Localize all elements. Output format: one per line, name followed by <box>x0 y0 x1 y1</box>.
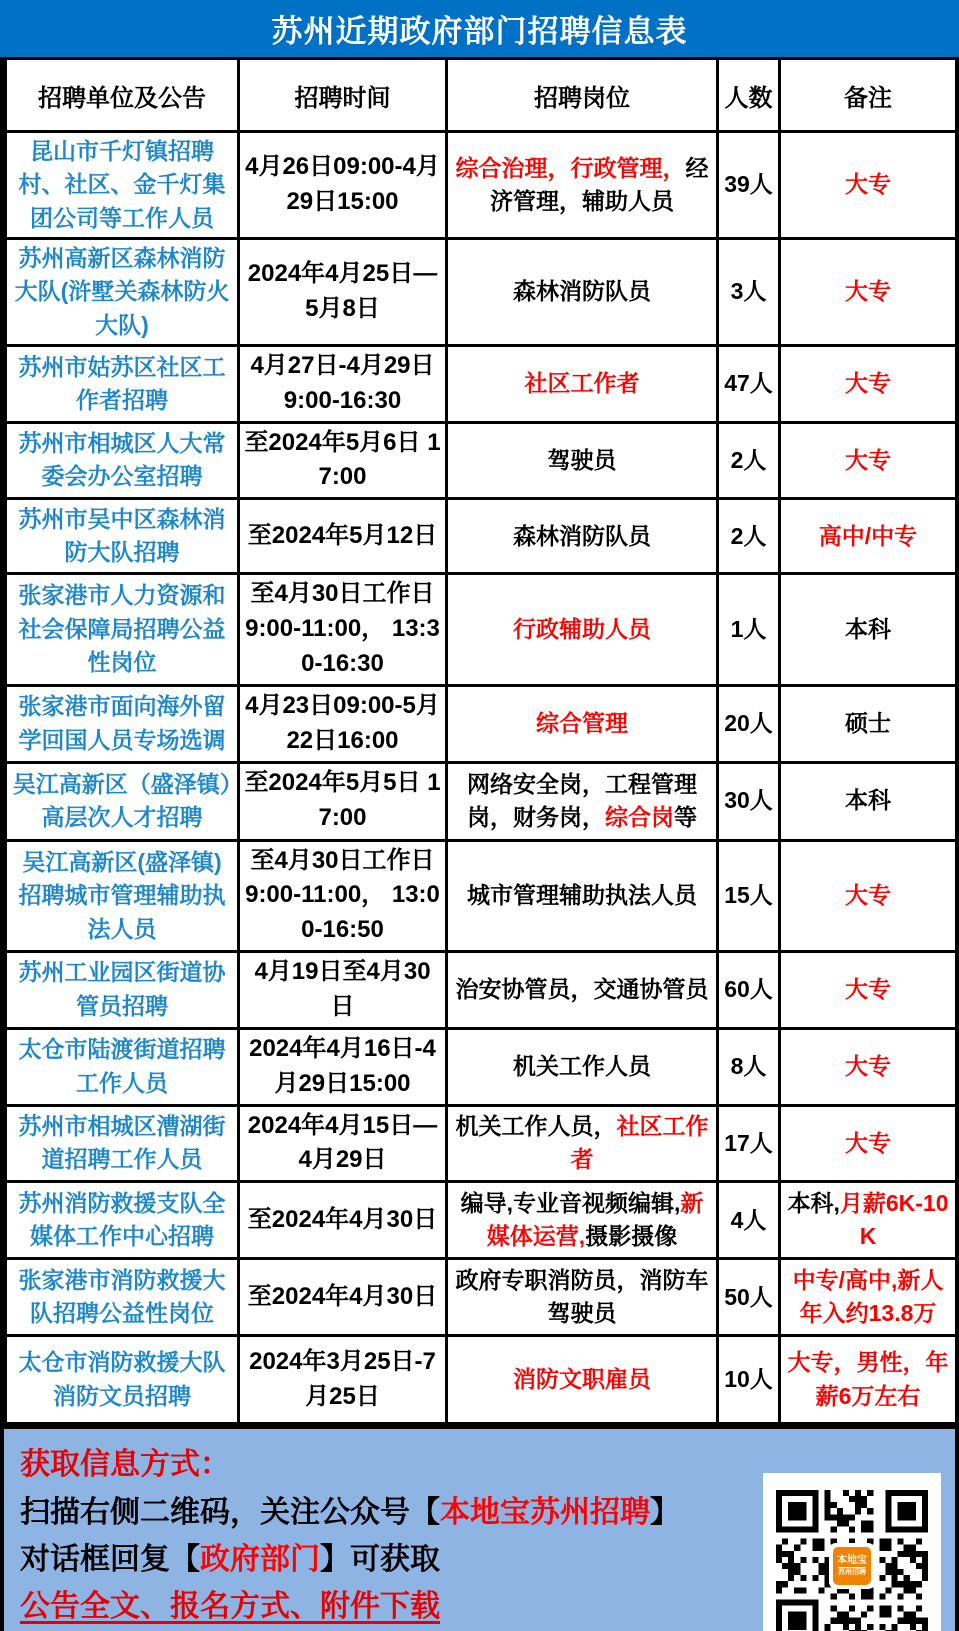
table-row <box>6 1105 957 1182</box>
time-cell: 4月26日09:00-4月29日15:00 <box>239 132 447 239</box>
note-cell: 本科,月薪6K-10K <box>780 1182 957 1259</box>
table-row <box>6 952 957 1029</box>
time-cell: 2024年4月25日—5月8日 <box>239 239 447 346</box>
unit-cell: 苏州市相城区漕湖街道招聘工作人员 <box>6 1105 239 1182</box>
note-cell: 本科 <box>780 574 957 685</box>
count-cell: 30人 <box>718 762 780 840</box>
page-title: 苏州近期政府部门招聘信息表 <box>271 14 688 49</box>
table-row <box>6 685 957 762</box>
table-row <box>6 1336 957 1424</box>
note-cell: 大专 <box>780 346 957 423</box>
count-cell: 17人 <box>718 1105 780 1182</box>
position-cell: 综合管理 <box>447 685 718 762</box>
position-cell: 消防文职雇员 <box>447 1336 718 1424</box>
note-cell: 本科 <box>780 762 957 840</box>
count-cell: 20人 <box>718 685 780 762</box>
unit-cell: 太仓市陆渡街道招聘工作人员 <box>6 1028 239 1105</box>
table-row <box>6 499 957 574</box>
count-cell: 10人 <box>718 1336 780 1424</box>
unit-cell: 苏州市姑苏区社区工作者招聘 <box>6 346 239 423</box>
unit-cell: 太仓市消防救援大队消防文员招聘 <box>6 1336 239 1424</box>
note-cell: 大专 <box>780 1028 957 1105</box>
unit-cell: 苏州市吴中区森林消防大队招聘 <box>6 499 239 574</box>
count-cell: 1人 <box>718 574 780 685</box>
qr-logo <box>829 1543 875 1589</box>
table-row <box>6 346 957 423</box>
position-cell: 机关工作人员 <box>447 1028 718 1105</box>
unit-cell: 昆山市千灯镇招聘村、社区、金千灯集团公司等工作人员 <box>6 132 239 239</box>
unit-cell: 张家港市人力资源和社会保障局招聘公益性岗位 <box>6 574 239 685</box>
header-unit: 招聘单位及公告 <box>6 59 239 132</box>
table-row <box>6 1028 957 1105</box>
note-cell: 大专 <box>780 422 957 499</box>
table-row <box>6 1182 957 1259</box>
position-cell: 社区工作者 <box>447 346 718 423</box>
header-note: 备注 <box>780 59 957 132</box>
table-row <box>6 239 957 346</box>
note-cell: 大专 <box>780 1105 957 1182</box>
position-cell: 编导,专业音视频编辑,新媒体运营,摄影摄像 <box>447 1182 718 1259</box>
header-time: 招聘时间 <box>239 59 447 132</box>
count-cell: 60人 <box>718 952 780 1029</box>
qr-code <box>763 1473 941 1631</box>
unit-cell: 苏州工业园区街道协管员招聘 <box>6 952 239 1029</box>
note-cell: 大专 <box>780 952 957 1029</box>
unit-cell: 苏州消防救援支队全媒体工作中心招聘 <box>6 1182 239 1259</box>
position-cell: 森林消防队员 <box>447 499 718 574</box>
unit-cell: 苏州市相城区人大常委会办公室招聘 <box>6 422 239 499</box>
count-cell: 50人 <box>718 1259 780 1336</box>
table-row <box>6 422 957 499</box>
position-cell: 驾驶员 <box>447 422 718 499</box>
footer-link-downloads[interactable]: 公告全文、报名方式、附件下载 <box>20 1590 440 1624</box>
note-cell: 高中/中专 <box>780 499 957 574</box>
time-cell: 2024年3月25日-7月25日 <box>239 1336 447 1424</box>
footer-heading: 获取信息方式： <box>20 1448 230 1482</box>
position-cell: 网络安全岗，工程管理岗，财务岗，综合岗等 <box>447 762 718 840</box>
position-cell: 城市管理辅助执法人员 <box>447 840 718 951</box>
footer-instruction-scan: 扫描右侧二维码，关注公众号【本地宝苏州招聘】 <box>20 1495 680 1529</box>
footer-panel <box>0 1425 959 1631</box>
qr-logo-text: 本地宝 <box>837 1555 867 1567</box>
position-cell: 政府专职消防员，消防车驾驶员 <box>447 1259 718 1336</box>
unit-cell: 吴江高新区（盛泽镇）高层次人才招聘 <box>6 762 239 840</box>
table-row <box>6 574 957 685</box>
note-cell: 硕士 <box>780 685 957 762</box>
time-cell: 2024年4月16日-4月29日15:00 <box>239 1028 447 1105</box>
footer-instruction-reply: 对话框回复【政府部门】可获取 <box>20 1543 440 1576</box>
count-cell: 2人 <box>718 499 780 574</box>
time-cell: 2024年4月15日—4月29日 <box>239 1105 447 1182</box>
header-count: 人数 <box>718 59 780 132</box>
unit-cell: 吴江高新区(盛泽镇)招聘城市管理辅助执法人员 <box>6 840 239 951</box>
time-cell: 至4月30日工作日 9:00-11:00， 13:00-16:50 <box>239 840 447 951</box>
count-cell: 39人 <box>718 132 780 239</box>
title-bar <box>0 0 959 57</box>
time-cell: 4月23日09:00-5月22日16:00 <box>239 685 447 762</box>
count-cell: 3人 <box>718 239 780 346</box>
time-cell: 至2024年5月12日 <box>239 499 447 574</box>
time-cell: 至2024年5月6日 17:00 <box>239 422 447 499</box>
qr-logo-subtext: 苏州招聘 <box>838 1569 866 1577</box>
header-row <box>6 59 957 132</box>
time-cell: 至2024年4月30日 <box>239 1182 447 1259</box>
note-cell: 大专 <box>780 840 957 951</box>
time-cell: 4月19日至4月30日 <box>239 952 447 1029</box>
unit-cell: 张家港市消防救援大队招聘公益性岗位 <box>6 1259 239 1336</box>
position-cell: 行政辅助人员 <box>447 574 718 685</box>
table-row <box>6 840 957 951</box>
note-cell: 大专 <box>780 132 957 239</box>
position-cell: 治安协管员，交通协管员 <box>447 952 718 1029</box>
note-cell: 大专，男性，年薪6万左右 <box>780 1336 957 1424</box>
time-cell: 4月27日-4月29日 9:00-16:30 <box>239 346 447 423</box>
note-cell: 大专 <box>780 239 957 346</box>
recruitment-table <box>4 57 958 1425</box>
position-cell: 综合治理，行政管理，经济管理，辅助人员 <box>447 132 718 239</box>
table-body <box>6 132 957 1424</box>
count-cell: 4人 <box>718 1182 780 1259</box>
note-cell: 中专/高中,新人年入约13.8万 <box>780 1259 957 1336</box>
unit-cell: 苏州高新区森林消防大队(浒墅关森林防火大队) <box>6 239 239 346</box>
unit-cell: 张家港市面向海外留学回国人员专场选调 <box>6 685 239 762</box>
time-cell: 至2024年5月5日 17:00 <box>239 762 447 840</box>
position-cell: 机关工作人员，社区工作者 <box>447 1105 718 1182</box>
position-cell: 森林消防队员 <box>447 239 718 346</box>
time-cell: 至4月30日工作日 9:00-11:00， 13:30-16:30 <box>239 574 447 685</box>
header-position: 招聘岗位 <box>447 59 718 132</box>
table-row <box>6 762 957 840</box>
time-cell: 至2024年4月30日 <box>239 1259 447 1336</box>
count-cell: 8人 <box>718 1028 780 1105</box>
count-cell: 2人 <box>718 422 780 499</box>
table-row <box>6 132 957 239</box>
table-row <box>6 1259 957 1336</box>
count-cell: 47人 <box>718 346 780 423</box>
count-cell: 15人 <box>718 840 780 951</box>
recruitment-table-wrap <box>0 57 959 1425</box>
